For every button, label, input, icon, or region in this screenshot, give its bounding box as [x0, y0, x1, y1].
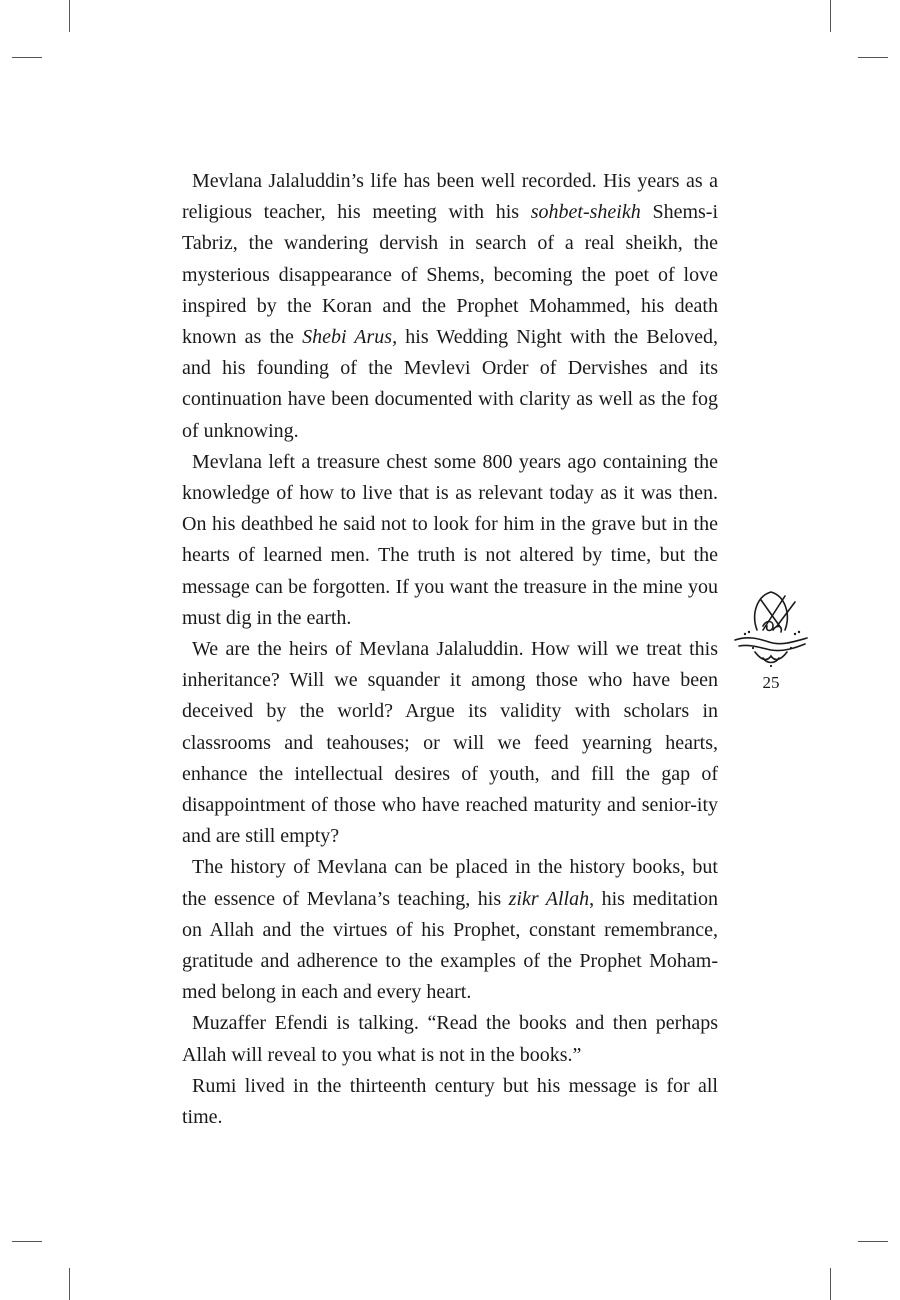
text-run: , his meditation on Allah and the virtues of his Prophet, constant remembrance, gratitude and adherence to the examples of the Prophet Moham-med belong in each and every heart. — [182, 887, 719, 1004]
text-run: Shems-i Tabriz, the wandering dervish in search of a real sheikh, the mysterious disappearance of Shems, becoming the poet of love inspired by the Koran and the Prophet Mohammed, his death known as the — [182, 201, 719, 349]
paragraph — [182, 166, 718, 447]
text-run: Mevlana Jalaluddin’s life has been well recorded. His years as a religious teacher, his meeting with his — [182, 170, 718, 224]
paragraph — [182, 852, 718, 1008]
body-text — [182, 166, 718, 1133]
crop-mark-bottom-left — [69, 1268, 70, 1300]
crop-mark-right-top — [858, 57, 888, 58]
text-run: Rumi lived in the thirteenth century but his message is for all time. — [182, 1074, 718, 1129]
crop-mark-left-top — [12, 57, 42, 58]
crop-mark-bottom-right — [830, 1268, 831, 1300]
text-run: Mevlana left a treasure chest some 800 years ago containing the knowledge of how to live that is as relevant today as it was then. On his deathbed he said not to look for him in the grave but in the hearts of learned men. The truth is not altered by time, but the message can be forgotten. If you want the treasure in the mine you must dig in the earth. — [182, 450, 718, 629]
paragraph — [182, 634, 718, 852]
paragraph — [182, 1071, 718, 1133]
italic-term: zikr Allah — [508, 887, 590, 910]
italic-term: Shebi Arus, — [302, 326, 398, 349]
page-number: 25 — [762, 673, 780, 692]
text-run: We are the heirs of Mevlana Jalaluddin. How will we treat this inheritance? Will we squander it among those who have been deceived by the world? Argue its validity with scholars in classrooms and teahouses; or will we feed yearning hearts, enhance the intellectual desires of youth, and fill the gap of disappointment of those who have reached maturity and senior-ity and are still empty? — [182, 638, 718, 848]
crop-mark-top-right — [830, 0, 831, 32]
italic-term: sohbet-sheikh — [530, 201, 641, 224]
crop-mark-right-bottom — [858, 1241, 888, 1242]
crop-mark-top-left — [69, 0, 70, 32]
calligraphic-tughra-ornament-icon — [733, 586, 809, 678]
text-run: Muzaffer Efendi is talking. “Read the books and then perhaps Allah will reveal to you what is not in the books.” — [182, 1012, 718, 1066]
paragraph — [182, 447, 718, 634]
crop-mark-left-bottom — [12, 1241, 42, 1242]
text-run: his Wedding Night with the Beloved, and his founding of the Mevlevi Order of Dervishes and its continuation have been documented with clarity as well as the fog of unknowing. — [182, 326, 719, 442]
paragraph — [182, 1008, 718, 1070]
text-run: The history of Mevlana can be placed in the history books, but the essence of Mevlana’s teaching, his — [182, 856, 718, 910]
